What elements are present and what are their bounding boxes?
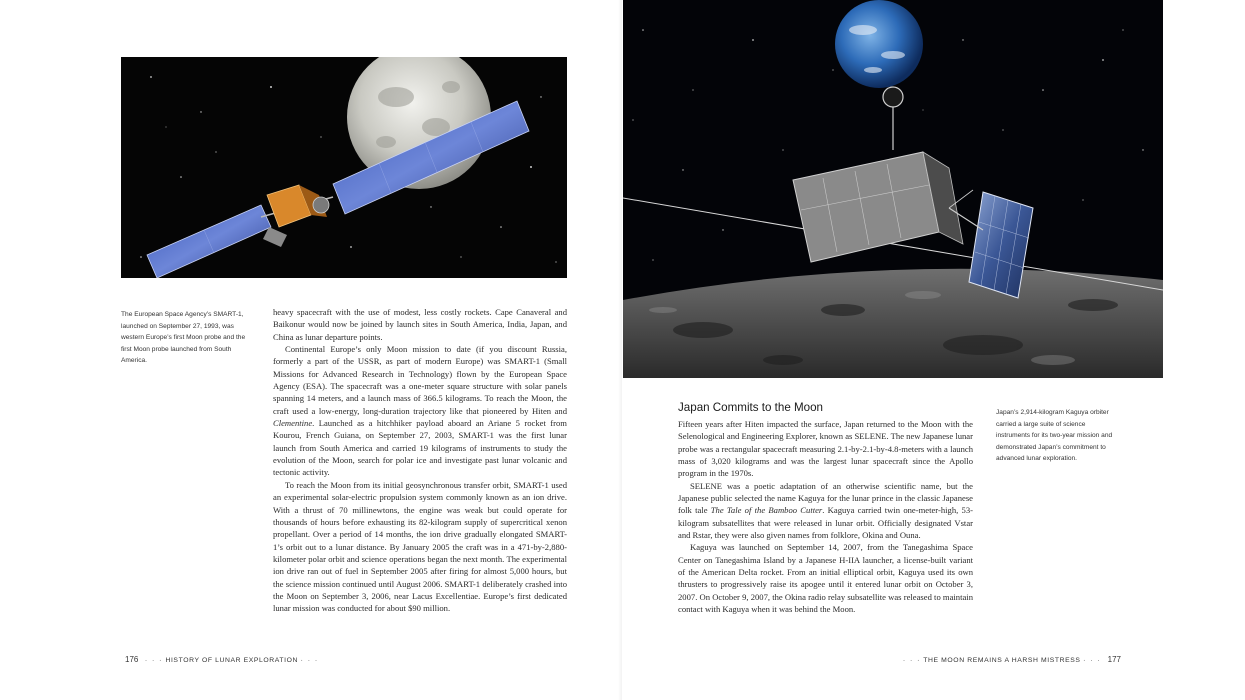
- smart1-caption: The European Space Agency’s SMART-1, launched on September 27, 1993, was western Europe’s first Moon probe and the first Moon probe launched from South America.: [121, 311, 246, 364]
- smart1-illustration: [121, 57, 567, 278]
- right-body-column: [678, 418, 973, 616]
- section-heading: Japan Commits to the Moon: [678, 401, 823, 414]
- right-page-number: 177: [1107, 655, 1121, 664]
- left-paragraph-2: Continental Europe’s only Moon mission to date (if you discount Russia, formerly a part of the USSR, as part of modern Europe) was SMART-1 (Small Missions for Advanced Research in Technology) flown by the European Space Agency (ESA). The spacecraft was a one-meter square structure with solar panels spanning 14 meters, and a launch mass of 366.5 kilograms. To reach the Moon, the craft used a low-energy, long-duration trajectory like that pioneered by Hiten and Clementine. Launched as a hitchhiker payload aboard an Ariane 5 rocket from Kourou, French Guiana, on September 27, 2003, SMART-1 was the first lunar launch from South America and carried 19 kilograms of instruments to study the evolution of the Moon, search for polar ice and investigate past lunar volcanic and tectonic activity.: [273, 344, 567, 478]
- left-page-number: 176: [125, 655, 139, 664]
- left-page: [0, 0, 622, 700]
- smart1-photo: [121, 57, 567, 278]
- right-paragraph-3: Kaguya was launched on September 14, 2007, from the Tanegashima Space Center on Tanegashima Island by a Japanese H-IIA launcher, a license-built variant of the American Delta rocket. From an initial elliptical orbit, Kaguya used its own thrusters to progressively raise its apogee until it entered lunar orbit on October 3, 2007. On October 9, 2007, the Okina radio relay subsatellite was released to maintain contact with Kaguya when it was behind the Moon.: [678, 542, 973, 615]
- left-paragraph-3: To reach the Moon from its initial geosynchronous transfer orbit, SMART-1 used an experimental solar-electric propulsion system commonly known as an ion drive. With a thrust of 70 millinewtons, the engine was weak but could operate for thousands of hours before exhausting its 82-kilogram supply of supercritical xenon propellant. Over a period of 14 months, the ion drive gradually elongated SMART-1’s orbit out to a lunar distance. By January 2005 the craft was in a 471-by-2,880-kilometer polar orbit and science operations began the next month. The experimental ion drive ran out of fuel in September 2005 after firing for almost 5,000 hours, but the science mission continued until August 2006. SMART-1 deliberately crashed into the Moon on September 3, 2006, near Lacus Excellentiae. Europe’s first dedicated lunar mission was conducted for about $90 million.: [273, 479, 567, 614]
- bamboo-cutter-title: The Tale of the Bamboo Cutter: [710, 505, 823, 516]
- clementine-title: Clementine: [273, 418, 313, 429]
- kaguya-caption: Japan’s 2,914-kilogram Kaguya orbiter carried a large suite of science instruments for its two-year mission and demonstrated Japan’s commitment to advanced lunar exploration.: [996, 409, 1113, 462]
- right-paragraph-1: Fifteen years after Hiten impacted the surface, Japan returned to the Moon with the Selenological and Engineering Explorer, known as SELENE. The new Japanese lunar probe was a rectangular spacecraft measuring 2.1-by-2.1-by-4.8-meters with a launch mass of 3,020 kilograms and was the largest lunar spacecraft since the Apollo program in the 1970s.: [678, 419, 973, 479]
- right-paragraph-2: SELENE was a poetic adaptation of an otherwise scientific name, but the Japanese public selected the name Kaguya for the lunar prince in the classic Japanese folk tale The Tale of the Bamboo Cutter. Kaguya carried twin one-meter-high, 53-kilogram subsatellites that were released in lunar orbit. Officially designated Vstar and Rstar, they were also given names from folklore, Okina and Ouna.: [678, 480, 973, 541]
- left-paragraph-1: heavy spacecraft with the use of modest, less costly rockets. Cape Canaveral and Baikonur would now be joined by launch sites in South America, India, Japan, and China as lunar departure points.: [273, 307, 567, 342]
- left-body-column: [273, 306, 567, 615]
- left-folio: 176 · · · HISTORY OF LUNAR EXPLORATION · · ·: [125, 655, 319, 664]
- right-running-head: THE MOON REMAINS A HARSH MISTRESS: [923, 657, 1081, 664]
- kaguya-illustration: [623, 0, 1163, 378]
- kaguya-photo: [623, 0, 1163, 378]
- left-running-head: HISTORY OF LUNAR EXPLORATION: [165, 657, 299, 664]
- right-folio: · · · THE MOON REMAINS A HARSH MISTRESS · · · 177: [902, 655, 1121, 664]
